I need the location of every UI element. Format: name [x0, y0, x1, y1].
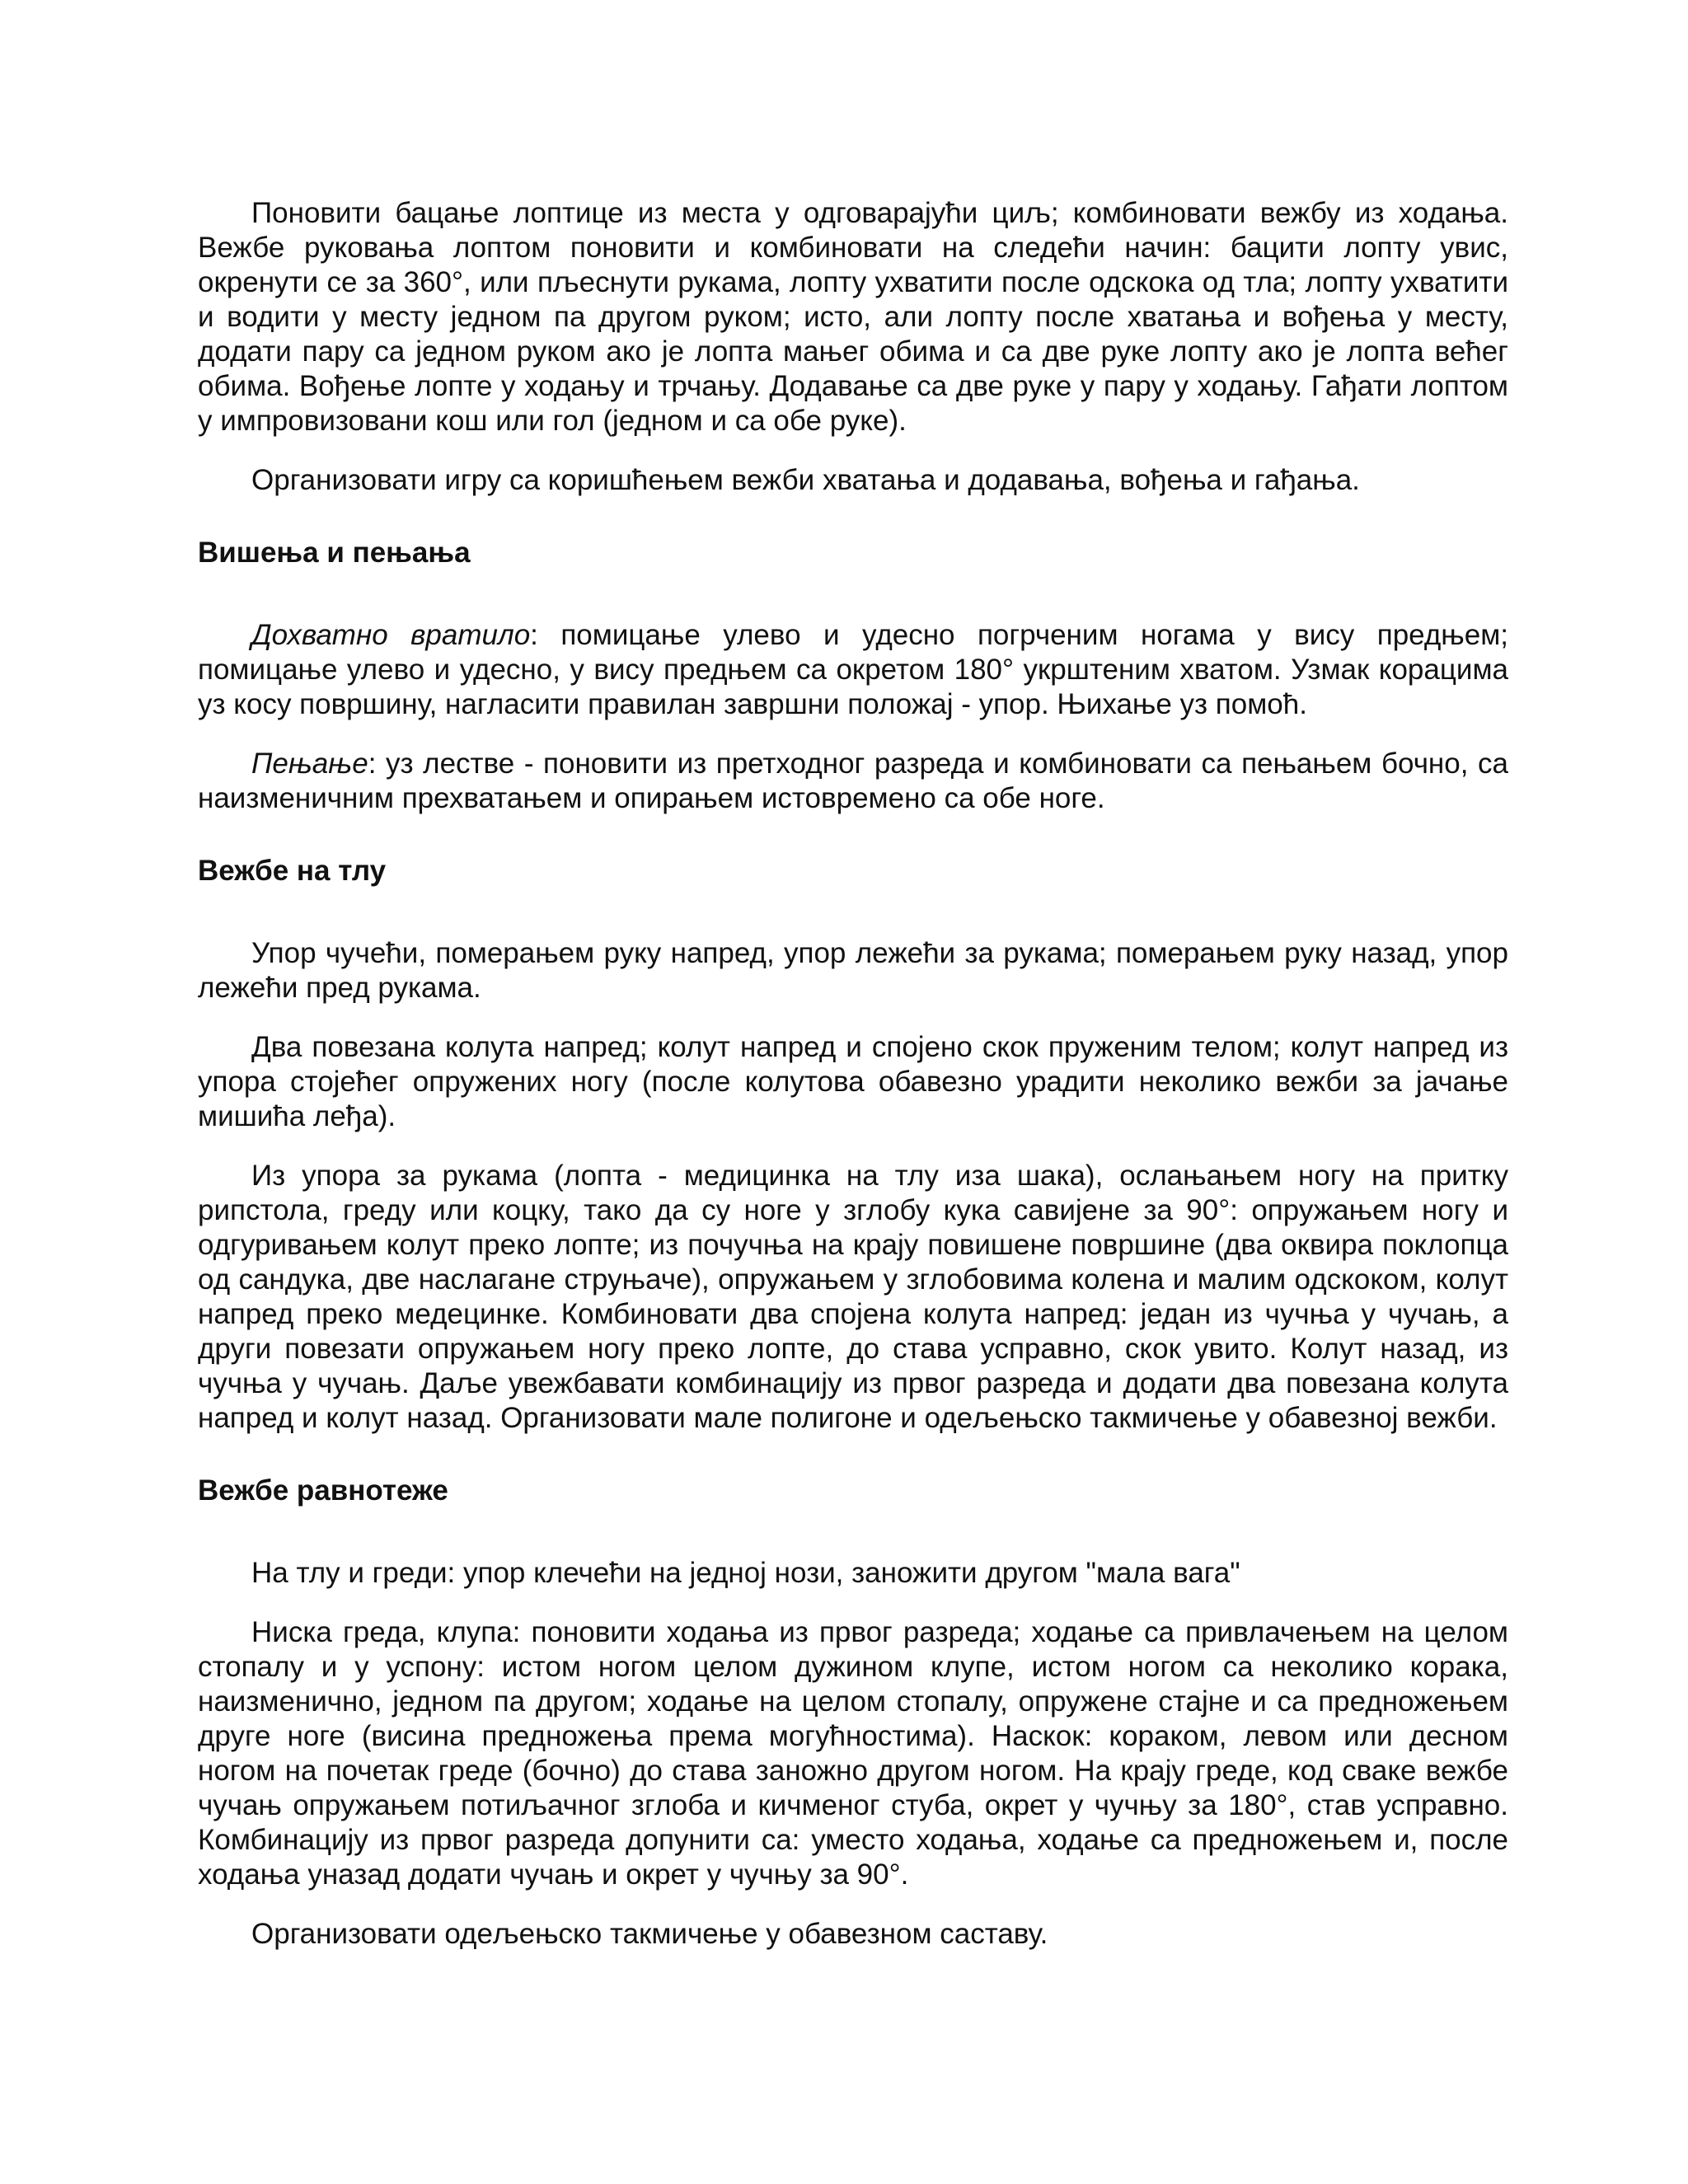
document-page [198, 196, 1508, 1976]
floor-exercises-heading: Вежбе на тлу [198, 855, 387, 887]
kneeling-scale-paragraph: На тлу и греди: упор клечећи на једној нози, заножити другом "мала вага" [251, 1557, 1240, 1589]
class-competition-paragraph: Организовати одељењско такмичење у обавезном саставу. [251, 1918, 1048, 1950]
climbing-term: Пењање [251, 748, 368, 780]
hanging-climbing-heading: Вишења и пењања [198, 537, 471, 569]
low-beam-paragraph: Ниска греда, клупа: поновити ходања из првог разреда; ходање са привлачењем на целом стопалу и у успону: истом ногом целом дужином клупе, истом ногом са неколико корака, наизменично, једном па другом; ходање на целом стопалу, опружене стајне и са предножењем друге ноге (висина предножења према могућностима). Наскок: кораком, левом или десном ногом на почетак греде (бочно) до става заножно другом ногом. На крају греде, код сваке вежбе чучањ опружањем потиљачног зглоба и кичменог стуба, окрет у чучњу за 180°, став усправно. Комбинацију из првог разреда допунити са: уместо ходања, ходање са предножењем и, после ходања уназад додати чучањ и окрет у чучњу за 90°. [198, 1616, 1508, 1891]
horizontal-bar-paragraph [198, 618, 1508, 722]
horizontal-bar-term: Дохватно вратило [251, 619, 531, 651]
horizontal-bar-text: : помицање улево и удесно погрченим ногама у вису предњем; помицање улево и удесно, у вису предњем са окретом 180° укрштеним хватом. Узмак корацима уз косу површину, нагласити правилан завршни положај - упор. Њихање уз помоћ. [198, 619, 1508, 720]
floor-support-paragraph: Упор чучећи, померањем руку напред, упор лежећи за рукама; померањем руку назад, упор лежећи пред рукама. [198, 937, 1508, 1004]
climbing-text: : уз лестве - поновити из претходног разреда и комбиновати са пењањем бочно, са наизменичним прехватањем и опирањем истовремено са обе ноге. [198, 748, 1508, 814]
climbing-paragraph [198, 747, 1508, 816]
ball-game-paragraph: Организовати игру са коришћењем вежби хватања и додавања, вођења и гађања. [251, 464, 1360, 496]
balance-exercises-heading: Вежбе равнотеже [198, 1474, 448, 1507]
ball-exercises-paragraph: Поновити бацање лоптице из места у одговарајући циљ; комбиновати вежбу из ходања. Вежбе руковања лоптом поновити и комбиновати на следећи начин: бацити лопту увис, окренути се за 360°, или пљеснути рукама, лопту ухватити после одскока од тла; лопту ухватити и водити у месту једном па другом руком; исто, али лопту после хватања и вођења у месту, додати пару са једном руком ако је лопта мањег обима и са две руке лопту ако је лопта већег обима. Вођење лопте у ходању и трчању. Додавање са две руке у пару у ходању. Гађати лоптом у импровизовани кош или гол (једном и са обе руке). [198, 197, 1508, 437]
roll-combinations-paragraph: Из упора за рукама (лопта - медицинка на тлу иза шака), ослањањем ногу на притку рипстола, греду или коцку, тако да су ноге у зглобу кука савијене за 90°: опружањем ногу и одгуривањем колут преко лопте; из почучња на крају повишене површине (два оквира поклопца од сандука, две наслагане струњаче), опружањем у зглобовима колена и малим одскоком, колут напред преко медецинке. Комбиновати два спојена колута напред: један из чучња у чучањ, а други повезати опружањем ногу преко лопте, до става усправно, скок увито. Колут назад, из чучња у чучањ. Даље увежбавати комбинацију из првог разреда и додати два повезана колута напред и колут назад. Организовати мале полигоне и одељењско такмичење у обавезној вежби. [198, 1160, 1508, 1434]
forward-rolls-paragraph: Два повезана колута напред; колут напред и спојено скок пруженим телом; колут напред из упора стојећег опружених ногу (после колутова обавезно урадити неколико вежби за јачање мишића леђа). [198, 1031, 1508, 1132]
